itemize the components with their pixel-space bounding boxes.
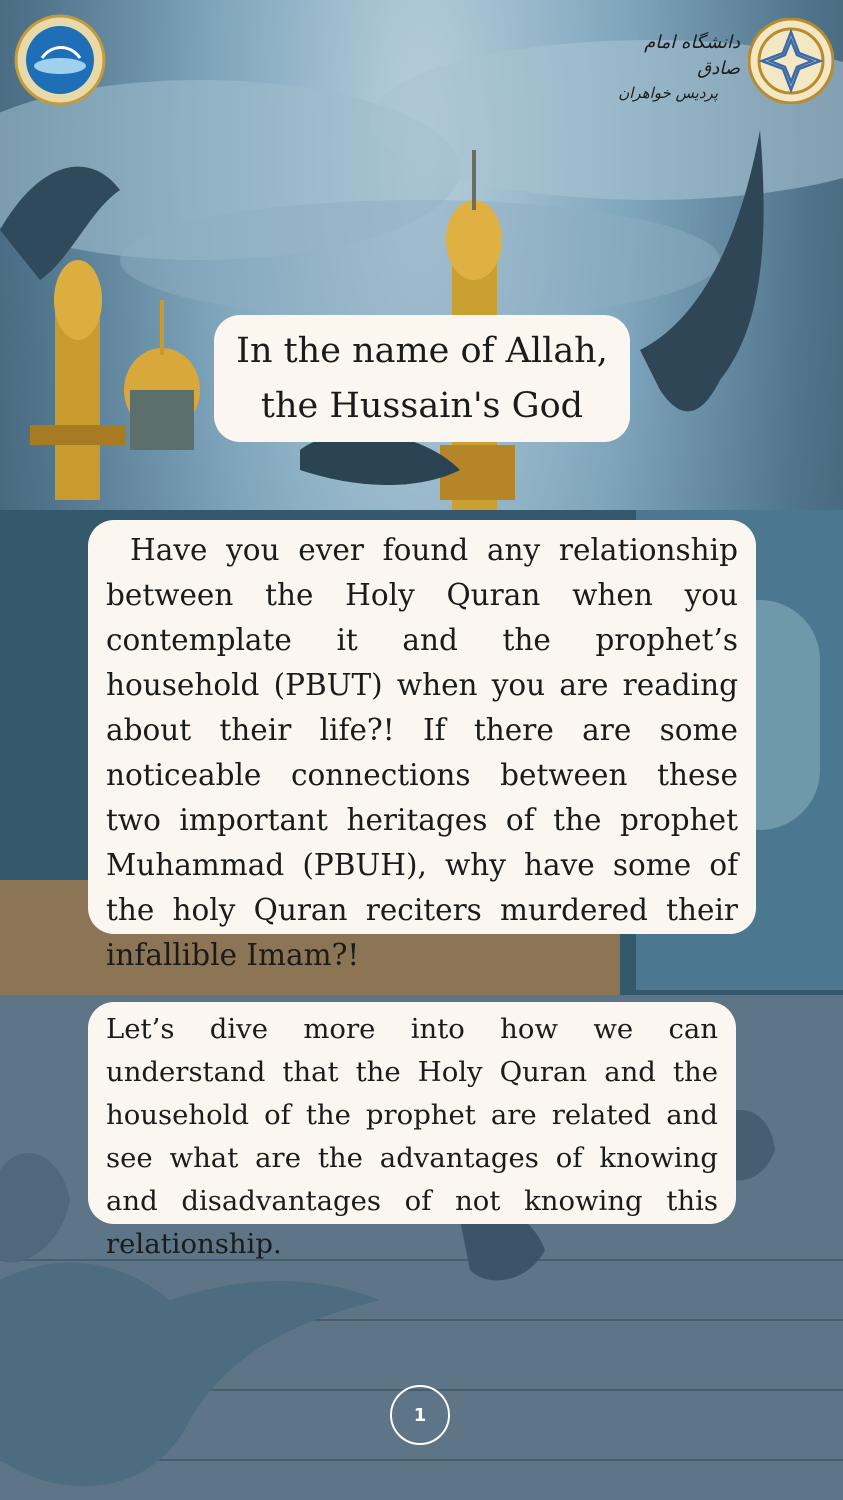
page-number-badge: 1	[390, 1385, 450, 1445]
campus-title: پردیس خواهران	[618, 84, 718, 102]
title-line-2: the Hussain's God	[260, 385, 584, 426]
title-line-1: In the name of Allah,	[236, 330, 608, 371]
title-box	[214, 315, 630, 442]
university-name	[600, 30, 740, 104]
university-title: دانشگاه امام صادق	[644, 32, 740, 79]
intro-paragraph: Let’s dive more into how we can understand that the Holy Quran and the household of the prophet are related and see what are the advantages of knowing and disadvantages of not knowing this relationship.	[88, 1002, 736, 1224]
question-paragraph: Have you ever found any relationship between the Holy Quran when you contemplate it and the prophet’s household (PBUT) when you are reading about their life?! If there are some noticeable connections between these two important heritages of the prophet Muhammad (PBUH), why have some of the holy Quran reciters murdered their infallible Imam?!	[88, 520, 756, 934]
association-logo	[14, 14, 106, 106]
university-logo	[748, 18, 834, 104]
